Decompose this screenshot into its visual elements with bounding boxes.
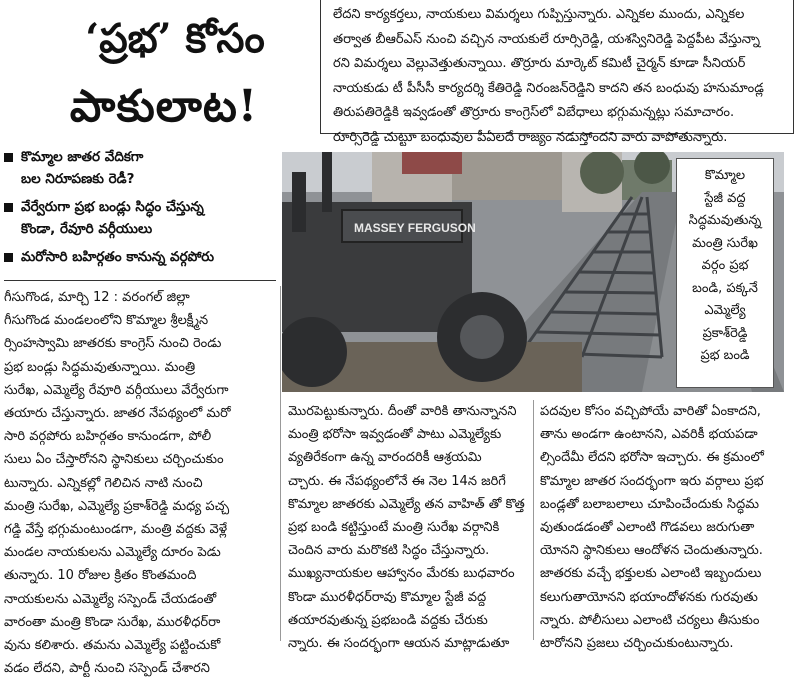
- body-line: వుతుండడంతో ఎలాంటి గొడవలు జరుగుతా: [540, 520, 755, 536]
- body-line: వ్యతిరేకంగా ఉన్న వారందరికీ ఆశ్రయమి: [288, 450, 482, 466]
- caption-line: ప్రకాశ్‌రెడ్డి: [702, 325, 748, 341]
- body-line: జాతరకు వచ్చే భక్తులకు ఎలాంటి ఇబ్బందులు: [540, 566, 762, 582]
- top-article-line: తిరుపతిరెడ్డికి ఇవ్వడంతో తొర్రూరు కాంగ్రెస్‌లో విబేధాలు భగ్గుమన్నట్లు సమాచారం.: [333, 105, 735, 120]
- caption-line: ఎమ్మెల్యే: [704, 303, 746, 318]
- bullet-square-icon: [4, 253, 13, 262]
- body-line: టున్నారు. ఎన్నికల్లో గెలిచిన నాటి నుంచి: [4, 475, 203, 491]
- caption-line: ప్రభ బండి: [700, 348, 750, 363]
- body-line: కొమ్మాల జాతర సందర్భంగా ఇరు వర్గాలు ప్రభ: [540, 473, 764, 489]
- caption-line: కొమ్మాల: [704, 168, 746, 183]
- subheadline-line: మరోసారి బహిర్గతం కానున్న వర్గపోరు: [21, 249, 214, 265]
- body-line: కలుగుతాయోనని భయాందోళనకు గురవుతు: [540, 589, 758, 605]
- body-column-2: [288, 400, 528, 655]
- tractor-brand-label: MASSEY FERGUSON: [354, 221, 476, 235]
- top-article-line: రని విమర్శలు వెల్లువెత్తుతున్నాయి. తొర్రూరు మార్కెట్ కమిటీ చైర్మన్ కూడా సీనియర్: [333, 56, 746, 71]
- caption-line: వర్గం ప్రభ: [701, 258, 749, 273]
- body-line: ల్సిందేమీ లేదని భరోసా ఇచ్చారు. ఈ క్రమంలో: [540, 450, 764, 466]
- body-line: గీసుగొండ, మార్చి 12 : వరంగల్ జిల్లా: [4, 290, 190, 305]
- bullet-square-icon: [4, 153, 13, 162]
- body-line: కొమ్మాల జాతరకు ఎమ్మెల్యే తన వాహిత్ తో కొత్త: [288, 496, 525, 512]
- body-column-1: [4, 286, 276, 680]
- caption-line: బండి, పక్కనే: [692, 280, 758, 296]
- column-divider: [533, 400, 534, 640]
- caption-line: సిద్ధమవుతున్న: [688, 213, 762, 228]
- body-line: తున్నారు. 10 రోజుల క్రితం కొంతమంది: [4, 568, 197, 584]
- subheadline-line: వేర్వేరుగా ప్రభ బండ్లు సిద్ధం చేస్తున్న: [21, 199, 204, 215]
- body-line: ర్సింహస్వామి జాతరకు కాంగ్రెస్ నుంచి రెండు: [4, 336, 222, 352]
- body-line: యోనని స్థానికులు ఆందోళన చెందుతున్నారు.: [540, 543, 763, 559]
- body-line: వడం లేదని, పార్టీ నుంచి సస్పెండ్ చేశారని: [4, 661, 210, 677]
- subheadline-line: కొమ్మాల జాతర వేదికగా: [21, 149, 144, 165]
- divider: [4, 280, 276, 281]
- headline-line-1: ‘ప్రభ’ కోసం: [85, 15, 265, 62]
- caption-line: స్టేజీ వద్ద: [704, 190, 746, 206]
- body-line: టారోనని ప్రజలు చర్చించుకుంటున్నారు.: [540, 636, 734, 652]
- top-article-line: లేదని కార్యకర్తలు, నాయకులు విమర్శలు గుప్పిస్తున్నారు. ఎన్నికల ముందు, ఎన్నికల: [333, 7, 745, 22]
- body-line: పదవుల కోసం వచ్చిపోయే వారితో ఏంకాదని,: [540, 404, 761, 419]
- top-article-line: తర్వాత బీఆర్ఎస్ నుంచి వచ్చిన నాయకులే రూర్సిరెడ్డి, యశస్వినిరెడ్డి పెద్దపీట వేస్తున్నా: [333, 31, 761, 47]
- body-line: ముఖ్యనాయకుల ఆహ్వానం మేరకు బుధవారం: [288, 566, 515, 582]
- body-line: నాయకులను ఎమ్మెల్యే సస్పెండ్ చేయడంతో: [4, 591, 217, 607]
- body-line: తయారవుతున్న ప్రభబండి వద్దకు చేరుకు: [288, 612, 488, 628]
- subheadline-line: బల నిరూపణకు రెడీ?: [21, 171, 135, 187]
- top-article-line: రూర్సిరెడ్డి చుట్టూ బంధువుల పీఏలదే రాజ్యం నడుస్తోందని వారు వాపోతున్నారు.: [333, 129, 728, 145]
- body-line: తాను అండగా ఉంటానని, ఎవరికీ భయపడా: [540, 427, 758, 443]
- body-line: మండల నాయకులను ఎమ్మెల్యే దూరం పెడు: [4, 545, 221, 561]
- body-line: మొరపెట్టుకున్నారు. దీంతో వారికి తానున్నానని: [288, 404, 517, 419]
- body-line: బండ్లతో బలాబలాలు చూపించేందుకు సిద్ధమ: [540, 496, 759, 512]
- caption-line: మంత్రి సురేఖ: [692, 235, 758, 251]
- subheadline: [4, 196, 276, 240]
- body-line: వారంతా మంత్రి కొండా సురేఖ, మురళీధర్‌రా: [4, 614, 221, 630]
- body-line: చెందిన వారు మరొకటి సిద్ధం చేస్తున్నారు.: [288, 543, 490, 559]
- body-line: మంత్రి భరోసా ఇవ్వడంతో పాటు ఎమ్మెల్యేకు: [288, 427, 502, 443]
- subheadline-line: కొండా, రేవూరి వర్గీయులు: [21, 221, 153, 237]
- subheadlines: [4, 146, 276, 274]
- body-line: ప్రభ బండి కట్టిస్తుంటే మంత్రి సురేఖ వర్గానికి: [288, 520, 500, 536]
- body-line: న్నారు. పోలీసులు ఎలాంటి చర్యలు తీసుకుం: [540, 612, 760, 628]
- body-line: కొండా మురళీధర్‌రావు కొమ్మాల స్టేజీ వద్ద: [288, 589, 487, 605]
- body-line: ప్రభ బండ్లు సిద్ధమవుతున్నాయి. మంత్రి: [4, 359, 196, 375]
- body-line: న్నారు. ఈ సందర్భంగా ఆయన మాట్లాడుతూ: [288, 636, 510, 652]
- subheadline: [4, 246, 276, 268]
- body-line: చ్చారు. ఈ నేపథ్యంలోనే ఈ నెల 14న జరిగే: [288, 473, 506, 489]
- bullet-square-icon: [4, 203, 13, 212]
- subheadline: [4, 146, 276, 190]
- body-line: తయారు చేస్తున్నారు. జాతర నేపథ్యంలో మరో: [4, 406, 231, 422]
- body-line: సారి వర్గపోరు బహిర్గతం కానుండగా, పోలీ: [4, 429, 212, 445]
- column-divider: [280, 286, 281, 641]
- body-line: సులు ఏం చేస్తారోనని స్థానికులు చర్చించుకుం: [4, 452, 224, 468]
- body-line: గడ్డి వేస్తే భగ్గుమంటుండగా, మంత్రి వద్దకు వెళ్లే: [4, 522, 228, 538]
- headline-line-2: పాకులాట!: [69, 81, 259, 132]
- body-line: సురేఖ, ఎమ్మెల్యే రేవూరి వర్గీయులు వేర్వేరుగా: [4, 382, 229, 398]
- top-article-box: [320, 0, 794, 145]
- body-line: వును కలిశారు. తమను ఎమ్మెల్యే పట్టించుకో: [4, 638, 221, 654]
- body-column-3: [540, 400, 790, 655]
- top-article-line: నాయకుడు టీ పీసీసీ కార్యదర్శి కేతిరెడ్డి నిరంజన్‌రెడ్డిని కాదని తన బంధువు హనుమాండ్ల: [333, 80, 764, 96]
- body-line: గీసుగొండ మండలంలోని కొమ్మాల శ్రీలక్ష్మీన: [4, 313, 209, 329]
- photo-caption: [676, 158, 774, 388]
- body-line: మంత్రి సురేఖ, ఎమ్మెల్యే ప్రకాశ్‌రెడ్డి మధ్య పచ్చ: [4, 498, 230, 514]
